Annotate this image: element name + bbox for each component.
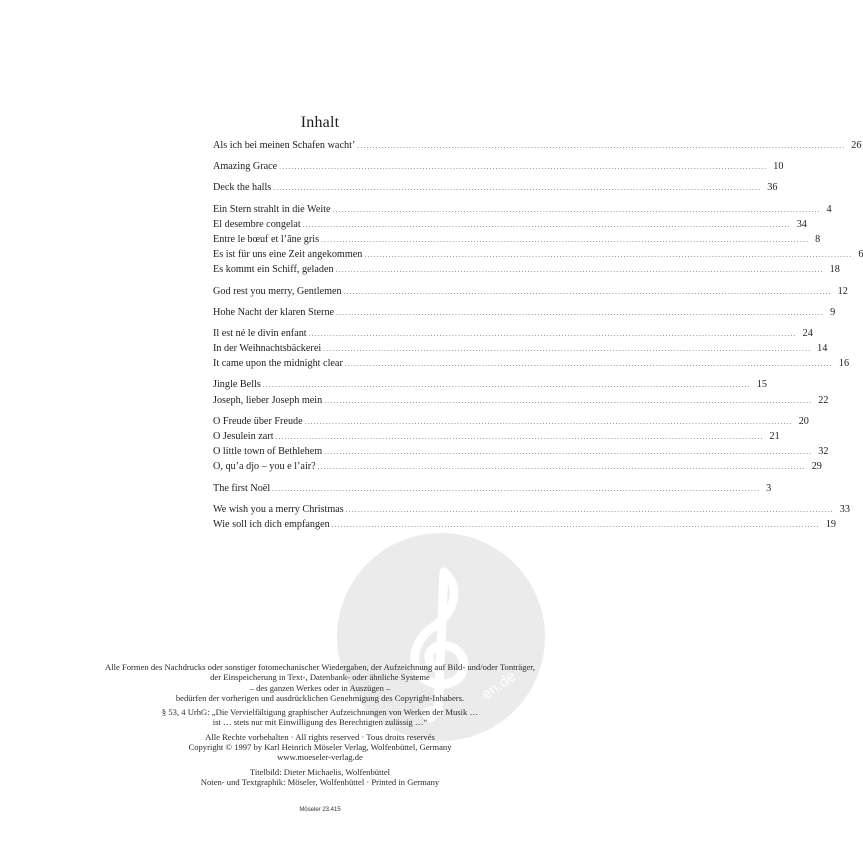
- imprint-line: Titelbild: Dieter Michaelis, Wolfenbüttel: [249, 766, 391, 777]
- toc-entry: [213, 232, 821, 247]
- page-title: Inhalt: [300, 114, 340, 131]
- toc-entry-page: 33: [839, 503, 850, 515]
- dot-leader: ................................................................................................................................................................: [302, 220, 791, 229]
- dot-leader: ................................................................................................................................................................: [332, 205, 821, 214]
- toc-entry: [213, 180, 778, 195]
- toc-entry-title: O Jesulein zart: [213, 431, 274, 442]
- imprint-line: ist … stets nur mit Einwilligung des Berechtigten zulässig …“: [212, 717, 428, 728]
- toc-entry-title: O little town of Bethlehem: [213, 446, 323, 458]
- toc-entry-page: 16: [838, 358, 850, 370]
- toc-group: [213, 326, 850, 372]
- toc-entry-page: 29: [811, 461, 822, 473]
- toc-group: [213, 481, 772, 496]
- dot-leader: ................................................................................................................................................................: [336, 308, 825, 317]
- toc-entry-title: Deck the halls: [213, 182, 272, 194]
- toc-entry: [213, 138, 862, 153]
- toc-entry: [213, 247, 863, 262]
- toc-entry: [213, 159, 784, 174]
- toc-entry-title: In der Weihnachtsbäckerei: [213, 343, 322, 355]
- toc-entry: [213, 262, 840, 277]
- toc-entry-title: Hohe Nacht der klaren Sterne: [213, 306, 335, 318]
- catalog-code: Möseler 23.415: [299, 807, 341, 813]
- dot-leader: ................................................................................................................................................................: [321, 235, 810, 244]
- dot-leader: ................................................................................................................................................................: [308, 329, 797, 338]
- imprint: [60, 662, 580, 787]
- dot-leader: ................................................................................................................................................................: [357, 142, 846, 150]
- toc-entry-page: 9: [830, 306, 836, 318]
- toc-entry-page: 10: [773, 161, 784, 173]
- imprint-line: Alle Rechte vorbehalten · All rights reserved · Tous droits reservés: [205, 731, 435, 742]
- dot-leader: ................................................................................................................................................................: [317, 463, 806, 472]
- dot-leader: ................................................................................................................................................................: [344, 360, 833, 369]
- rights-block: [60, 732, 580, 763]
- dot-leader: ................................................................................................................................................................: [323, 345, 812, 354]
- toc-entry-title: Als ich bei meinen Schafen wacht’: [213, 140, 356, 151]
- toc-entry: [213, 517, 836, 532]
- dot-leader: ................................................................................................................................................................: [331, 520, 820, 529]
- toc-entry: [213, 459, 822, 474]
- toc-entry-page: 36: [767, 182, 778, 194]
- table-of-contents: [213, 138, 863, 538]
- toc-entry-page: 3: [766, 482, 772, 494]
- toc-entry-page: 20: [798, 415, 809, 427]
- toc-entry: [213, 284, 848, 299]
- toc-entry-title: We wish you a merry Christmas: [213, 503, 344, 515]
- toc-entry-title: It came upon the midnight clear: [213, 358, 343, 370]
- imprint-line: bedürfen der vorherigen und ausdrücklichen Genehmigung des Copyright-Inhabers.: [175, 692, 465, 703]
- credits-block: [60, 767, 580, 788]
- imprint-line: § 53, 4 UrhG: „Die Vervielfältigung graphischer Aufzeichnungen von Werken der Musik …: [161, 707, 479, 718]
- toc-entry-title: Es ist für uns eine Zeit angekommen: [213, 249, 363, 261]
- imprint-line: der Einspeicherung in Text-, Datenbank- oder ähnliche Systeme: [210, 672, 430, 683]
- toc-group: [213, 305, 836, 320]
- toc-entry: [213, 429, 780, 444]
- toc-entry-page: 34: [796, 218, 807, 230]
- toc-entry-title: Wie soll ich dich empfangen: [213, 518, 330, 530]
- toc-entry-page: 22: [818, 394, 829, 406]
- toc-entry-page: 8: [815, 233, 821, 245]
- toc-entry: [213, 305, 836, 320]
- toc-entry: [213, 481, 772, 496]
- toc-entry-title: El desembre congelat: [213, 218, 301, 230]
- toc-entry-title: O, qu’a djo – you e l’air?: [213, 461, 316, 473]
- toc-entry: [213, 341, 828, 356]
- toc-entry: [213, 502, 850, 517]
- watermark-text: en.de: [478, 667, 520, 704]
- dot-leader: ................................................................................................................................................................: [272, 484, 761, 493]
- toc-entry: [213, 202, 832, 217]
- toc-group: [213, 377, 829, 407]
- dot-leader: ................................................................................................................................................................: [279, 163, 768, 172]
- dot-leader: ................................................................................................................................................................: [364, 251, 853, 260]
- dot-leader: ................................................................................................................................................................: [262, 381, 751, 390]
- toc-entry: [213, 444, 829, 459]
- imprint-line: Alle Formen des Nachdrucks oder sonstiger fotomechanischer Wiedergaben, der Aufzeichnung auf Bild- und/oder Tonträger,: [105, 662, 535, 672]
- toc-entry-title: Il est né le divin enfant: [213, 327, 307, 339]
- toc-entry-title: Entre le bœuf et l’âne gris: [213, 233, 320, 245]
- toc-entry-title: Ein Stern strahlt in die Weite: [213, 203, 331, 215]
- dot-leader: ................................................................................................................................................................: [273, 184, 762, 193]
- toc-group: [213, 414, 829, 475]
- imprint-line: – des ganzen Werkes oder in Auszügen –: [249, 682, 391, 693]
- copyright-notice: [60, 662, 580, 703]
- publisher-website: www.moeseler-verlag.de: [277, 752, 363, 763]
- toc-entry-title: Joseph, lieber Joseph mein: [213, 394, 323, 406]
- toc-entry-page: 24: [802, 327, 813, 339]
- toc-entry: [213, 217, 807, 232]
- toc-entry-page: 12: [837, 285, 848, 297]
- toc-entry-page: 26: [851, 140, 862, 151]
- dot-leader: ................................................................................................................................................................: [324, 448, 813, 457]
- dot-leader: ................................................................................................................................................................: [335, 266, 824, 275]
- toc-entry: [213, 356, 850, 371]
- toc-entry-title: The first Noël: [213, 482, 271, 494]
- toc-entry: [213, 393, 829, 408]
- toc-entry-page: 6: [858, 249, 863, 261]
- toc-group: [213, 202, 863, 278]
- toc-entry-page: 19: [825, 518, 836, 530]
- toc-entry-page: 32: [818, 446, 829, 458]
- toc-entry-title: God rest you merry, Gentlemen: [213, 285, 342, 297]
- toc-entry: [213, 377, 768, 392]
- imprint-line: Noten- und Textgraphik: Möseler, Wolfenbüttel · Printed in Germany: [200, 776, 440, 787]
- dot-leader: ................................................................................................................................................................: [345, 505, 834, 514]
- toc-group: [213, 284, 848, 299]
- toc-entry: [213, 326, 813, 341]
- dot-leader: ................................................................................................................................................................: [275, 433, 764, 441]
- toc-entry-page: 4: [826, 203, 832, 215]
- toc-group: [213, 502, 850, 532]
- toc-group: [213, 159, 784, 174]
- dot-leader: ................................................................................................................................................................: [324, 396, 813, 405]
- toc-entry-title: Es kommt ein Schiff, geladen: [213, 264, 334, 276]
- toc-entry-page: 18: [829, 264, 840, 276]
- toc-entry-title: Jingle Bells: [213, 379, 261, 391]
- toc-group: [213, 138, 862, 153]
- toc-entry-title: O Freude über Freude: [213, 415, 303, 427]
- dot-leader: ................................................................................................................................................................: [343, 287, 832, 296]
- toc-entry-page: 21: [769, 431, 780, 442]
- toc-entry-page: 15: [756, 379, 768, 391]
- law-quote: [60, 707, 580, 728]
- dot-leader: ................................................................................................................................................................: [304, 417, 793, 426]
- toc-group: [213, 180, 778, 195]
- toc-entry-title: Amazing Grace: [213, 161, 278, 173]
- toc-entry-page: 14: [817, 343, 828, 355]
- toc-entry: [213, 414, 809, 429]
- imprint-line: Copyright © 1997 by Karl Heinrich Möseler Verlag, Wolfenbüttel, Germany: [188, 742, 452, 753]
